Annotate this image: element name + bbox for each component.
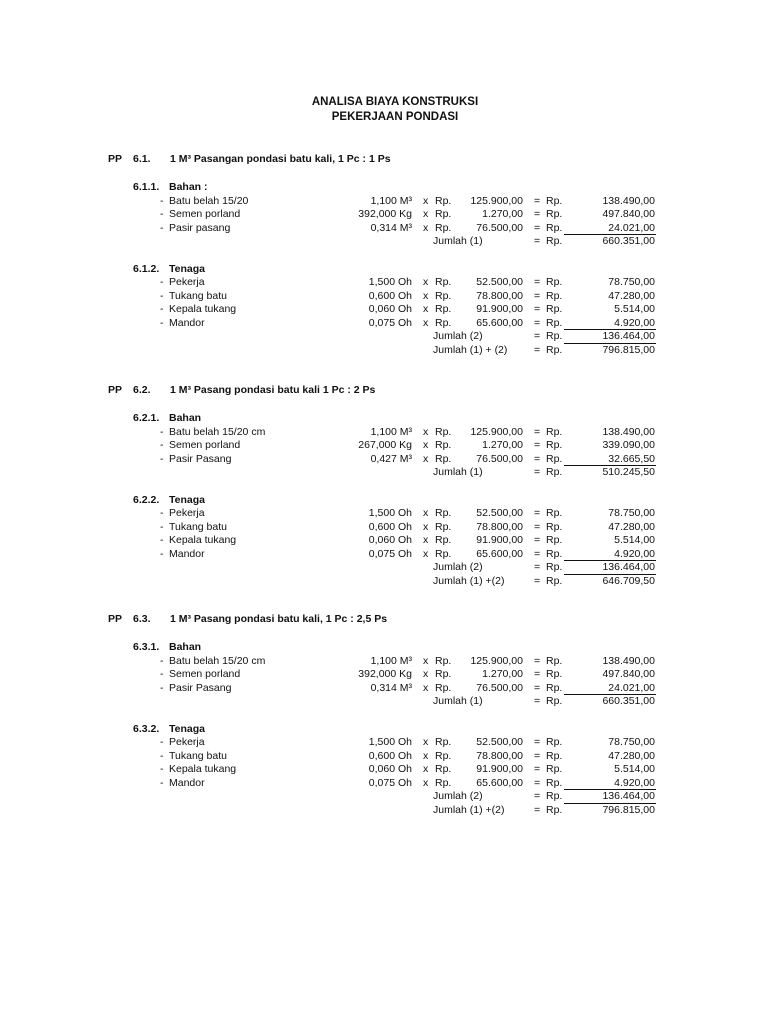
equals-sign: = (534, 547, 541, 560)
currency-label: Rp. (546, 803, 563, 816)
sum-total: 136.464,00 (602, 330, 655, 342)
bullet-dash: - (160, 520, 164, 533)
item-total: 32.665,50 (608, 452, 655, 465)
bullet-dash: - (160, 208, 164, 220)
bullet-dash: - (160, 654, 164, 667)
equals-sign: = (534, 303, 541, 315)
line-item (0, 736, 768, 749)
currency-label: Rp. (435, 452, 452, 465)
equals-sign: = (534, 668, 541, 680)
sum-total: 136.464,00 (602, 561, 655, 573)
currency-label: Rp. (546, 520, 563, 533)
sum-total: 660.351,00 (602, 235, 655, 247)
equals-sign: = (534, 520, 541, 533)
line-item (0, 507, 768, 520)
section-heading (0, 153, 768, 167)
subtotal-row (0, 235, 768, 248)
unit-price: 91.900,00 (476, 303, 523, 315)
equals-sign: = (534, 466, 541, 478)
subsection-number: 6.3.2. (133, 722, 160, 735)
item-quantity: 0,427 M³ (370, 452, 412, 465)
subsection-number: 6.2.1. (133, 412, 160, 424)
item-name: Pasir pasang (169, 221, 231, 234)
line-item (0, 534, 768, 547)
bullet-dash: - (160, 534, 164, 546)
currency-label: Rp. (546, 681, 563, 694)
section-description: 1 M³ Pasang pondasi batu kali 1 Pc : 2 Ps (170, 384, 376, 396)
multiply-sign: x (423, 668, 429, 680)
line-item (0, 317, 768, 330)
subsection-heading-bahan (0, 181, 768, 195)
line-item (0, 668, 768, 681)
subsection-label: Bahan (169, 641, 202, 653)
currency-label: Rp. (546, 343, 563, 356)
unit-price: 65.600,00 (476, 776, 523, 789)
unit-price: 76.500,00 (476, 221, 523, 234)
item-total: 138.490,00 (602, 425, 655, 438)
item-total: 5.514,00 (614, 534, 655, 546)
multiply-sign: x (423, 303, 429, 315)
document-title: ANALISA BIAYA KONSTRUKSI (311, 96, 479, 108)
item-name: Semen porland (169, 668, 241, 680)
subtotal-row (0, 330, 768, 343)
line-item (0, 276, 768, 289)
unit-price: 52.500,00 (476, 736, 523, 748)
subsection-number: 6.3.1. (133, 641, 160, 653)
subsection-label: Tenaga (169, 262, 205, 275)
subsection-label: Tenaga (169, 722, 205, 735)
item-quantity: 0,075 Oh (368, 776, 412, 789)
item-quantity: 0,060 Oh (368, 303, 412, 315)
item-name: Pasir Pasang (169, 452, 232, 465)
currency-label: Rp. (435, 221, 452, 234)
bullet-dash: - (160, 276, 164, 288)
item-total: 47.280,00 (608, 749, 655, 762)
subsection-heading-tenaga (0, 263, 768, 277)
line-item (0, 439, 768, 452)
unit-price: 125.900,00 (470, 654, 523, 667)
currency-label: Rp. (435, 749, 452, 762)
unit-price: 91.900,00 (476, 534, 523, 546)
item-quantity: 1,500 Oh (368, 736, 412, 748)
multiply-sign: x (423, 289, 429, 302)
item-name: Batu belah 15/20 cm (169, 425, 266, 438)
currency-label: Rp. (435, 547, 452, 560)
item-name: Pekerja (169, 276, 205, 288)
equals-sign: = (534, 208, 541, 220)
equals-sign: = (534, 763, 541, 775)
line-item (0, 682, 768, 695)
currency-label: Rp. (546, 695, 563, 707)
equals-sign: = (534, 452, 541, 465)
sum-label: Jumlah (1) + (2) (433, 343, 508, 356)
item-name: Mandor (169, 776, 205, 789)
section-heading (0, 384, 768, 398)
multiply-sign: x (423, 736, 429, 748)
currency-label: Rp. (435, 425, 452, 438)
line-item (0, 426, 768, 439)
currency-label: Rp. (546, 668, 563, 680)
unit-price: 52.500,00 (476, 276, 523, 288)
currency-label: Rp. (546, 452, 563, 465)
item-total: 24.021,00 (608, 681, 655, 694)
item-name: Mandor (169, 316, 205, 329)
item-total: 4.920,00 (614, 547, 655, 560)
item-total: 497.840,00 (602, 668, 655, 680)
unit-price: 1.270,00 (482, 668, 523, 680)
equals-sign: = (534, 561, 541, 573)
equals-sign: = (534, 803, 541, 816)
unit-price: 125.900,00 (470, 194, 523, 207)
unit-price: 76.500,00 (476, 681, 523, 694)
equals-sign: = (534, 695, 541, 707)
item-name: Pekerja (169, 507, 205, 519)
unit-price: 78.800,00 (476, 749, 523, 762)
currency-label: Rp. (435, 439, 452, 451)
section-number: 6.2. (133, 384, 151, 396)
sum-label: Jumlah (2) (433, 790, 483, 802)
equals-sign: = (534, 736, 541, 748)
currency-label: Rp. (546, 790, 563, 802)
equals-sign: = (534, 574, 541, 587)
equals-sign: = (534, 316, 541, 329)
currency-label: Rp. (546, 763, 563, 775)
item-quantity: 0,060 Oh (368, 763, 412, 775)
item-quantity: 1,100 M³ (370, 194, 412, 207)
sum-total: 646.709,50 (602, 574, 655, 587)
grand-total-row (0, 804, 768, 817)
currency-label: Rp. (546, 439, 563, 451)
section-number: 6.3. (133, 613, 151, 625)
item-name: Kepala tukang (169, 763, 237, 775)
currency-label: Rp. (435, 208, 452, 220)
equals-sign: = (534, 276, 541, 288)
section-code: PP (108, 384, 123, 396)
multiply-sign: x (423, 194, 429, 207)
section-code: PP (108, 153, 123, 165)
item-quantity: 392,000 Kg (358, 208, 412, 220)
multiply-sign: x (423, 507, 429, 519)
line-item (0, 763, 768, 776)
equals-sign: = (534, 790, 541, 802)
item-name: Tukang batu (169, 749, 227, 762)
section-number: 6.1. (133, 153, 151, 165)
bullet-dash: - (160, 547, 164, 560)
multiply-sign: x (423, 763, 429, 775)
sum-label: Jumlah (1) +(2) (433, 803, 505, 816)
line-item (0, 521, 768, 534)
currency-label: Rp. (546, 466, 563, 478)
currency-label: Rp. (546, 574, 563, 587)
section-description: 1 M³ Pasang pondasi batu kali, 1 Pc : 2,5 Ps (170, 613, 388, 625)
item-quantity: 0,060 Oh (368, 534, 412, 546)
bullet-dash: - (160, 668, 164, 680)
bullet-dash: - (160, 763, 164, 775)
multiply-sign: x (423, 425, 429, 438)
currency-label: Rp. (435, 507, 452, 519)
currency-label: Rp. (546, 561, 563, 573)
subsection-number: 6.1.2. (133, 262, 160, 275)
item-total: 138.490,00 (602, 654, 655, 667)
currency-label: Rp. (435, 763, 452, 775)
item-quantity: 0,075 Oh (368, 547, 412, 560)
grand-total-row (0, 575, 768, 588)
multiply-sign: x (423, 439, 429, 451)
item-total: 5.514,00 (614, 303, 655, 315)
multiply-sign: x (423, 520, 429, 533)
item-name: Semen porland (169, 439, 241, 451)
currency-label: Rp. (546, 736, 563, 748)
item-total: 47.280,00 (608, 289, 655, 302)
currency-label: Rp. (435, 520, 452, 533)
subsection-heading-tenaga (0, 494, 768, 508)
subsection-heading-tenaga (0, 723, 768, 737)
unit-price: 65.600,00 (476, 547, 523, 560)
currency-label: Rp. (435, 534, 452, 546)
currency-label: Rp. (546, 276, 563, 288)
unit-price: 1.270,00 (482, 208, 523, 220)
item-quantity: 0,314 M³ (370, 681, 412, 694)
document-subtitle: PEKERJAAN PONDASI (331, 111, 459, 123)
unit-price: 91.900,00 (476, 763, 523, 775)
bullet-dash: - (160, 289, 164, 302)
currency-label: Rp. (546, 534, 563, 546)
equals-sign: = (534, 425, 541, 438)
line-item (0, 303, 768, 316)
equals-sign: = (534, 439, 541, 451)
item-total: 47.280,00 (608, 520, 655, 533)
multiply-sign: x (423, 681, 429, 694)
currency-label: Rp. (546, 221, 563, 234)
sum-label: Jumlah (1) (433, 235, 483, 247)
item-quantity: 0,600 Oh (368, 749, 412, 762)
currency-label: Rp. (546, 547, 563, 560)
subtotal-row (0, 790, 768, 803)
sum-total: 796.815,00 (602, 803, 655, 816)
section-code: PP (108, 613, 123, 625)
subsection-number: 6.1.1. (133, 181, 160, 193)
unit-price: 76.500,00 (476, 452, 523, 465)
currency-label: Rp. (435, 668, 452, 680)
item-total: 78.750,00 (608, 507, 655, 519)
currency-label: Rp. (546, 654, 563, 667)
item-name: Tukang batu (169, 520, 227, 533)
sum-total: 796.815,00 (602, 343, 655, 356)
multiply-sign: x (423, 452, 429, 465)
line-item (0, 222, 768, 235)
item-name: Batu belah 15/20 cm (169, 654, 266, 667)
currency-label: Rp. (546, 208, 563, 220)
grand-total-row (0, 344, 768, 357)
currency-label: Rp. (546, 316, 563, 329)
line-item (0, 208, 768, 221)
sum-total: 660.351,00 (602, 695, 655, 707)
currency-label: Rp. (435, 776, 452, 789)
bullet-dash: - (160, 303, 164, 315)
line-item (0, 777, 768, 790)
multiply-sign: x (423, 749, 429, 762)
currency-label: Rp. (435, 316, 452, 329)
sum-label: Jumlah (1) +(2) (433, 574, 505, 587)
bullet-dash: - (160, 425, 164, 438)
sum-total: 510.245,50 (602, 466, 655, 478)
sum-label: Jumlah (2) (433, 561, 483, 573)
bullet-dash: - (160, 749, 164, 762)
sum-total: 136.464,00 (602, 790, 655, 802)
line-item (0, 195, 768, 208)
equals-sign: = (534, 681, 541, 694)
item-total: 78.750,00 (608, 276, 655, 288)
subtotal-row (0, 466, 768, 479)
equals-sign: = (534, 534, 541, 546)
sum-label: Jumlah (2) (433, 330, 483, 342)
item-quantity: 0,600 Oh (368, 289, 412, 302)
bullet-dash: - (160, 439, 164, 451)
line-item (0, 655, 768, 668)
equals-sign: = (534, 330, 541, 342)
item-name: Kepala tukang (169, 534, 237, 546)
item-name: Batu belah 15/20 (169, 194, 249, 207)
item-quantity: 1,500 Oh (368, 507, 412, 519)
currency-label: Rp. (546, 303, 563, 315)
unit-price: 125.900,00 (470, 425, 523, 438)
currency-label: Rp. (435, 303, 452, 315)
item-name: Pasir Pasang (169, 681, 232, 694)
unit-price: 52.500,00 (476, 507, 523, 519)
line-item (0, 750, 768, 763)
item-total: 339.090,00 (602, 439, 655, 451)
item-name: Tukang batu (169, 289, 227, 302)
unit-price: 78.800,00 (476, 289, 523, 302)
currency-label: Rp. (435, 276, 452, 288)
equals-sign: = (534, 289, 541, 302)
currency-label: Rp. (435, 736, 452, 748)
bullet-dash: - (160, 194, 164, 207)
bullet-dash: - (160, 316, 164, 329)
subtotal-row (0, 695, 768, 708)
line-item (0, 548, 768, 561)
line-item (0, 290, 768, 303)
subsection-label: Bahan : (169, 181, 208, 193)
currency-label: Rp. (546, 235, 563, 247)
subsection-label: Tenaga (169, 493, 205, 506)
unit-price: 65.600,00 (476, 316, 523, 329)
item-name: Kepala tukang (169, 303, 237, 315)
multiply-sign: x (423, 534, 429, 546)
item-quantity: 1,100 M³ (370, 654, 412, 667)
currency-label: Rp. (546, 425, 563, 438)
subsection-heading-bahan (0, 412, 768, 426)
multiply-sign: x (423, 776, 429, 789)
section-description: 1 M³ Pasangan pondasi batu kali, 1 Pc : 1 Ps (170, 153, 391, 165)
item-total: 24.021,00 (608, 221, 655, 234)
currency-label: Rp. (546, 776, 563, 789)
equals-sign: = (534, 221, 541, 234)
line-item (0, 453, 768, 466)
bullet-dash: - (160, 507, 164, 519)
multiply-sign: x (423, 547, 429, 560)
bullet-dash: - (160, 681, 164, 694)
item-quantity: 1,500 Oh (368, 276, 412, 288)
bullet-dash: - (160, 452, 164, 465)
section-heading (0, 613, 768, 627)
item-quantity: 1,100 M³ (370, 425, 412, 438)
equals-sign: = (534, 776, 541, 789)
item-total: 4.920,00 (614, 776, 655, 789)
bullet-dash: - (160, 776, 164, 789)
currency-label: Rp. (435, 289, 452, 302)
multiply-sign: x (423, 221, 429, 234)
currency-label: Rp. (546, 289, 563, 302)
currency-label: Rp. (546, 194, 563, 207)
item-quantity: 0,314 M³ (370, 221, 412, 234)
item-total: 78.750,00 (608, 736, 655, 748)
item-total: 497.840,00 (602, 208, 655, 220)
item-quantity: 267,000 Kg (358, 439, 412, 451)
subsection-label: Bahan (169, 412, 202, 424)
multiply-sign: x (423, 654, 429, 667)
item-quantity: 392,000 Kg (358, 668, 412, 680)
subsection-heading-bahan (0, 641, 768, 655)
currency-label: Rp. (546, 330, 563, 342)
currency-label: Rp. (435, 654, 452, 667)
item-quantity: 0,075 Oh (368, 316, 412, 329)
equals-sign: = (534, 507, 541, 519)
subtotal-row (0, 561, 768, 574)
equals-sign: = (534, 749, 541, 762)
sum-label: Jumlah (1) (433, 695, 483, 707)
item-total: 138.490,00 (602, 194, 655, 207)
equals-sign: = (534, 235, 541, 247)
bullet-dash: - (160, 221, 164, 234)
item-total: 4.920,00 (614, 316, 655, 329)
currency-label: Rp. (546, 749, 563, 762)
bullet-dash: - (160, 736, 164, 748)
currency-label: Rp. (435, 194, 452, 207)
multiply-sign: x (423, 208, 429, 220)
equals-sign: = (534, 194, 541, 207)
subsection-number: 6.2.2. (133, 493, 160, 506)
item-name: Semen porland (169, 208, 241, 220)
sum-label: Jumlah (1) (433, 466, 483, 478)
item-name: Mandor (169, 547, 205, 560)
equals-sign: = (534, 343, 541, 356)
item-quantity: 0,600 Oh (368, 520, 412, 533)
unit-price: 78.800,00 (476, 520, 523, 533)
currency-label: Rp. (435, 681, 452, 694)
multiply-sign: x (423, 316, 429, 329)
item-name: Pekerja (169, 736, 205, 748)
equals-sign: = (534, 654, 541, 667)
item-total: 5.514,00 (614, 763, 655, 775)
unit-price: 1.270,00 (482, 439, 523, 451)
currency-label: Rp. (546, 507, 563, 519)
multiply-sign: x (423, 276, 429, 288)
